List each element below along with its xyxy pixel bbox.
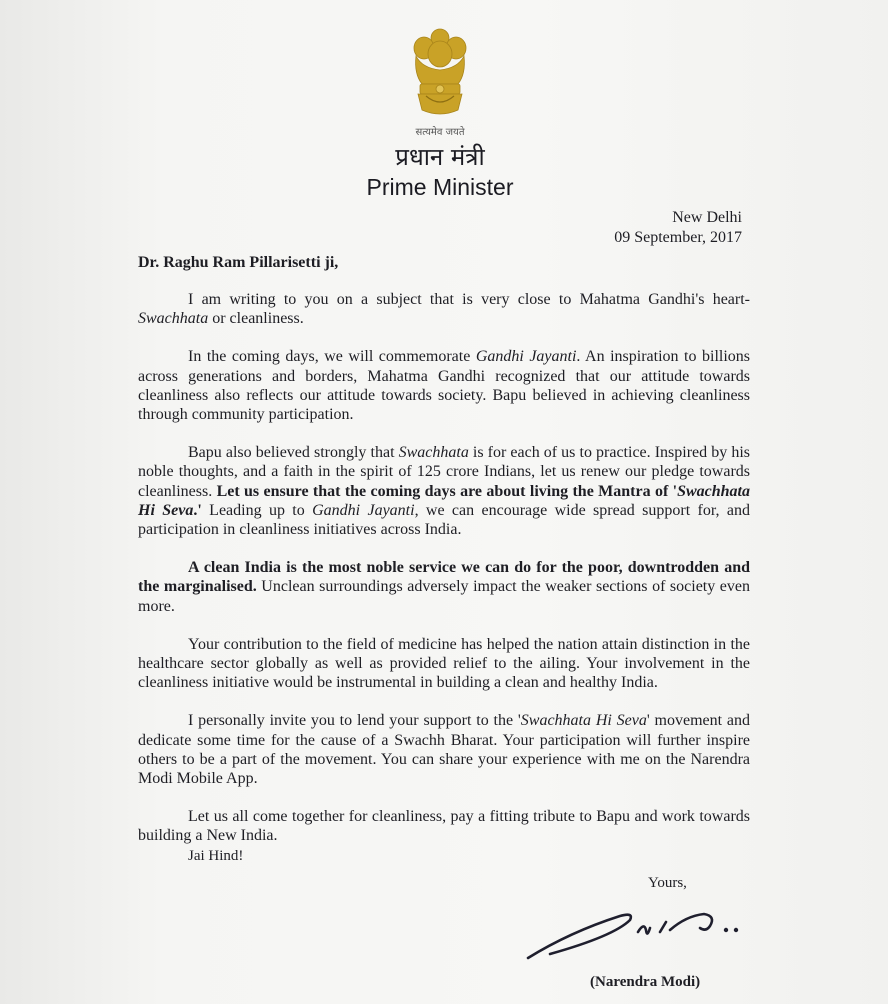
valediction: Yours, bbox=[648, 875, 687, 891]
salutation: Dr. Raghu Ram Pillarisetti ji, bbox=[138, 254, 339, 271]
place: New Delhi bbox=[672, 209, 742, 226]
paragraph-5: Your contribution to the field of medicine has helped the nation attain distinction in the healthcare sector globally as well as provided relief to the ailing. Your involvement in the cleanliness initiative would be instrumental in building a clean and healthy India. bbox=[138, 635, 750, 692]
paragraph-4: A clean India is the most noble service we can do for the poor, downtrodden and the marginalised. Unclean surroundings adversely impact the weaker sections of society even more. bbox=[138, 559, 750, 615]
signatory-name: (Narendra Modi) bbox=[590, 974, 701, 990]
letterhead-title-english: Prime Minister bbox=[366, 174, 514, 200]
paragraph-7: Let us all come together for cleanliness, pay a fitting tribute to Bapu and work towards building a New India. bbox=[138, 808, 750, 845]
date: 09 September, 2017 bbox=[614, 229, 742, 246]
paragraph-2: In the coming days, we will commemorate Gandhi Jayanti. An inspiration to billions across generations and borders, Mahatma Gandhi recognized that our attitude towards cleanliness also reflects our attitude towards society. Bapu believed in achieving cleanliness through community participation. bbox=[138, 348, 751, 424]
paragraph-3: Bapu also believed strongly that Swachhata is for each of us to practice. Inspired by his noble thoughts, and a faith in the spirit of 125 crore Indians, let us renew our pledge towards cleanliness. Let us ensure that the coming days are about living the Mantra of 'Swachhata Hi Seva.' Leading up to Gandhi Jayanti, we can encourage wide spread support for, and participation in cleanliness initiatives across India. bbox=[138, 444, 750, 539]
paragraph-6: I personally invite you to lend your support to the 'Swachhata Hi Seva' movement and dedicate some time for the cause of a Swachh Bharat. Your participation will further inspire others to be a part of the movement. You can share your experience with me on the Narendra Modi Mobile App. bbox=[138, 712, 751, 788]
signature-icon bbox=[510, 892, 760, 972]
closing-line: Jai Hind! bbox=[188, 848, 244, 864]
letterhead-title-hindi: प्रधान मंत्री bbox=[395, 143, 485, 171]
emblem-motto: सत्यमेव जयते bbox=[415, 127, 465, 138]
letter-body bbox=[138, 290, 750, 865]
place-date-block bbox=[614, 208, 742, 248]
state-emblem-icon bbox=[400, 26, 480, 126]
paragraph-1: I am writing to you on a subject that is very close to Mahatma Gandhi's heart-Swachhata or cleanliness. bbox=[138, 291, 750, 328]
